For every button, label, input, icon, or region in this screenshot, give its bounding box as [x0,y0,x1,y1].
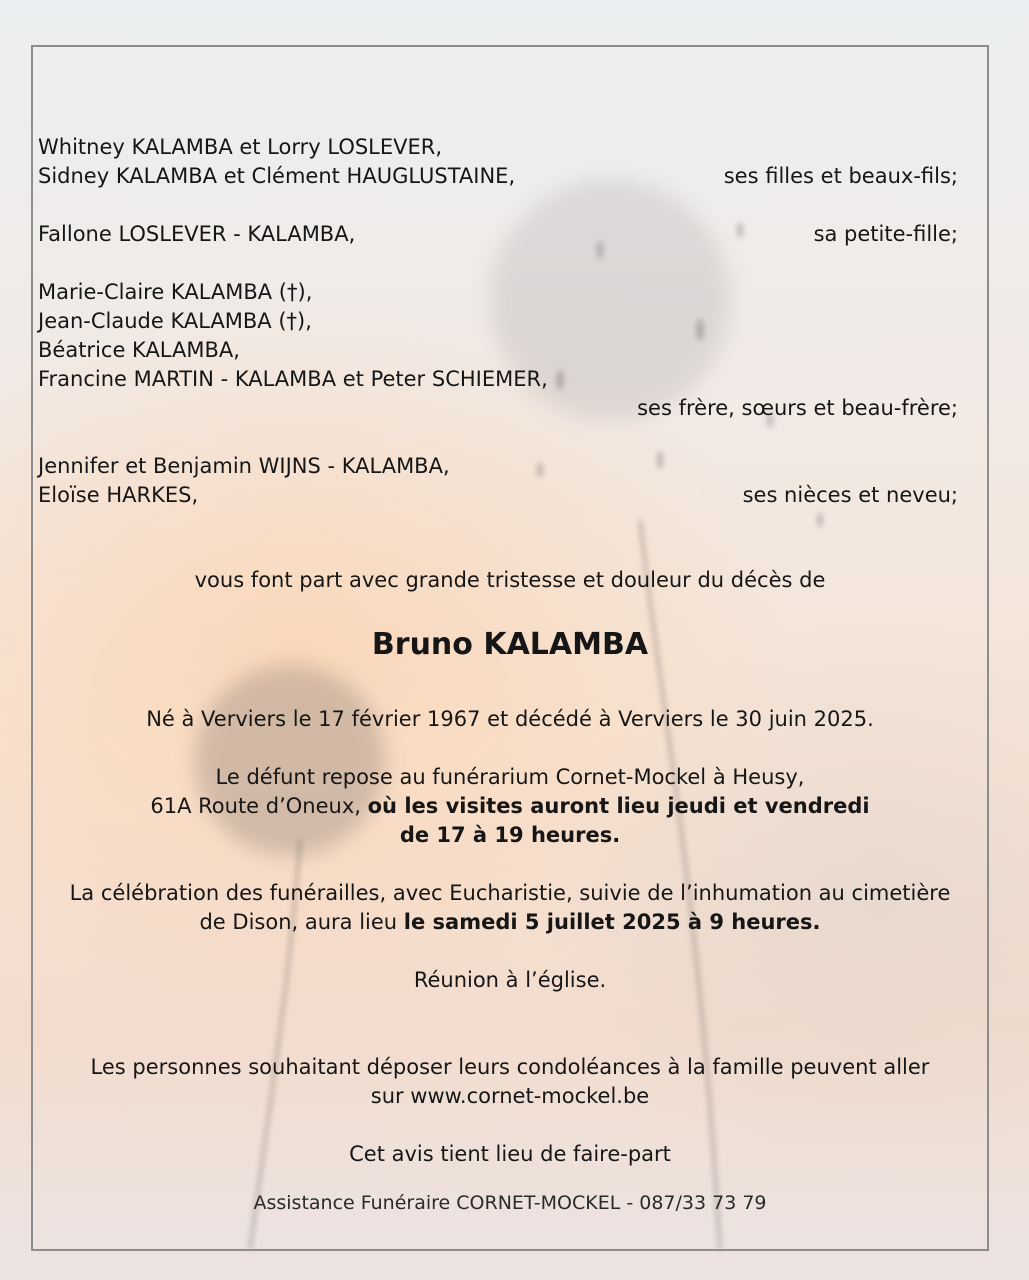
family-line: Whitney KALAMBA et Lorry LOSLEVER, [38,135,443,159]
family-line: Jean-Claude KALAMBA (†), [38,309,312,333]
family-line: Béatrice KALAMBA, [38,338,240,362]
ceremony-line: La célébration des funérailles, avec Eucharistie, suivie de l’inhumation au cimetière [69,881,951,905]
family-row [38,220,958,249]
announcement-text: vous font part avec grande tristesse et douleur du décès de [194,568,826,592]
repose-line [31,792,989,821]
ceremony-place: de Dison, aura lieu [199,910,404,934]
repose-line: Le défunt repose au funérarium Cornet-Mockel à Heusy, [215,765,805,789]
condolences-link[interactable]: sur www.cornet-mockel.be [370,1084,650,1108]
ceremony-line [31,908,989,937]
relation-label: ses nièces et neveu; [742,483,958,507]
family-line: Eloïse HARKES, [38,483,199,507]
relation-label: ses filles et beaux-fils; [723,164,958,188]
visits-hours-text: de 17 à 19 heures. [399,823,621,847]
relation-label: ses frère, sœurs et beau-frère; [637,396,958,420]
reunion-text: Réunion à l’église. [413,968,607,992]
condolences-line: Les personnes souhaitant déposer leurs condoléances à la famille peuvent aller [90,1055,930,1079]
visits-info: où les visites auront lieu jeudi et vendredi [367,794,870,818]
family-line: Sidney KALAMBA et Clément HAUGLUSTAINE, [38,164,516,188]
family-line: Francine MARTIN - KALAMBA et Peter SCHIEMER, [38,367,548,391]
funeral-home-footer: Assistance Funéraire CORNET-MOCKEL - 087/33 73 79 [253,1192,767,1214]
family-row [38,481,958,510]
visits-hours [31,821,989,850]
birth-death-dates: Né à Verviers le 17 février 1967 et décédé à Verviers le 30 juin 2025. [146,707,874,731]
family-line: Fallone LOSLEVER - KALAMBA, [38,222,356,246]
notice-text: Cet avis tient lieu de faire-part [349,1142,671,1166]
repose-address: 61A Route d’Oneux, [150,794,368,818]
ceremony-info [31,879,989,937]
family-list [38,133,958,510]
condolences-info [31,1053,989,1111]
family-row [38,162,958,191]
family-line: Marie-Claire KALAMBA (†), [38,280,313,304]
relation-label: sa petite-fille; [813,222,958,246]
ceremony-date: le samedi 5 juillet 2025 à 9 heures. [403,910,821,934]
family-line: Jennifer et Benjamin WIJNS - KALAMBA, [38,454,450,478]
deceased-name: Bruno KALAMBA [371,627,649,662]
repose-info [31,763,989,850]
